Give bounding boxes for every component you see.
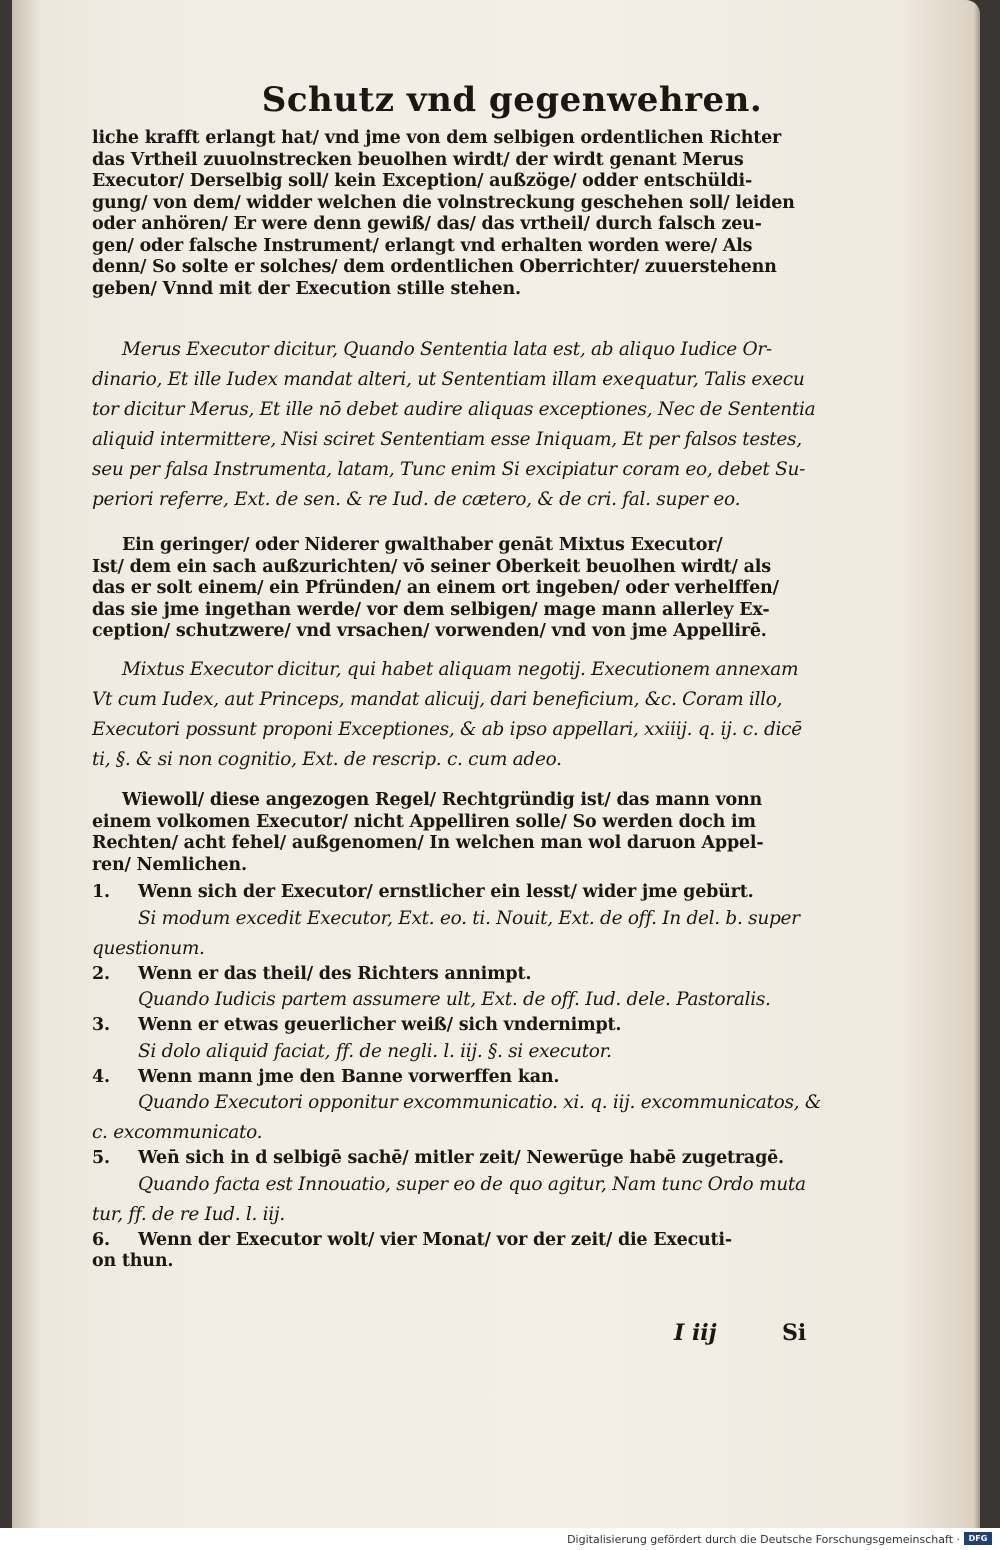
text-line: ception/ schutzwere/ vnd vrsachen/ vorwenden/ vnd von jme Appellirē. bbox=[92, 621, 767, 641]
text-line: Wen̄ sich in d selbigē sachē/ mitler zeit/ Newerūge habē zugetragē. bbox=[138, 1148, 784, 1168]
german-paragraph-2 bbox=[92, 535, 812, 643]
text-line: Wiewoll/ diese angezogen Regel/ Rechtgründig ist/ das mann vonn bbox=[122, 790, 763, 810]
text-line: ti, §. & si non cognitio, Ext. de rescrip. c. cum adeo. bbox=[92, 749, 562, 770]
text-line: tor dicitur Merus, Et ille nō debet audire aliquas exceptiones, Nec de Sententia bbox=[92, 399, 816, 420]
text-line: Quando Iudicis partem assumere ult, Ext. de off. Iud. dele. Pastoralis. bbox=[138, 989, 771, 1010]
running-head: Schutz vnd gegenwehren. bbox=[261, 80, 763, 120]
list-number: 2. bbox=[92, 963, 110, 984]
list-number: 5. bbox=[92, 1148, 110, 1168]
funding-credit: Digitalisierung gefördert durch die Deutsche Forschungsgemeinschaft · bbox=[567, 1533, 960, 1546]
text-line: geben/ Vnnd mit der Execution stille stehen. bbox=[92, 278, 521, 299]
text-line: denn/ So solte er solches/ dem ordentlichen Oberrichter/ zuuerstehenn bbox=[92, 257, 777, 277]
text-line: Wenn sich der Executor/ ernstlicher ein lesst/ wider jme gebürt. bbox=[138, 882, 754, 902]
german-paragraph-1 bbox=[92, 128, 812, 300]
text-line: dinario, Et ille Iudex mandat alteri, ut Sententiam illam exequatur, Talis execu bbox=[92, 369, 805, 390]
book-page bbox=[12, 0, 980, 1528]
list-item bbox=[92, 964, 812, 1016]
list-number: 6. bbox=[92, 1229, 110, 1250]
catchword: Si bbox=[782, 1320, 807, 1346]
text-line: das er solt einem/ ein Pfründen/ an einem ort ingeben/ oder verhelffen/ bbox=[92, 578, 779, 598]
text-line: tur, ff. de re Iud. l. iij. bbox=[92, 1203, 285, 1225]
text-line: einem volkomen Executor/ nicht Appelliren solle/ So werden doch im bbox=[92, 811, 756, 832]
latin-paragraph-1 bbox=[92, 335, 816, 515]
text-line: das sie jme ingethan werde/ vor dem selbigen/ mage mann allerley Ex- bbox=[92, 599, 770, 620]
text-line: Ein geringer/ oder Niderer gwalthaber genāt Mixtus Executor/ bbox=[122, 535, 723, 555]
text-line: Executor/ Derselbig soll/ kein Exception/ außzöge/ odder entschüldi- bbox=[92, 171, 753, 191]
page-catchwords bbox=[12, 1320, 1000, 1350]
text-line: Executori possunt proponi Exceptiones, & ab ipso appellari, xxiiij. q. ij. c. dicē bbox=[92, 719, 802, 740]
text-line: gen/ oder falsche Instrument/ erlangt vnd erhalten worden were/ Als bbox=[92, 235, 753, 256]
text-line: seu per falsa Instrumenta, latam, Tunc enim Si excipiatur coram eo, debet Su- bbox=[92, 459, 806, 480]
text-line: das Vrtheil zuuolnstrecken beuolhen wirdt/ der wirdt genant Merus bbox=[92, 149, 744, 170]
text-line: Mixtus Executor dicitur, qui habet aliquam negotij. Executionem annexam bbox=[122, 659, 799, 680]
text-line: c. excommunicato. bbox=[92, 1122, 263, 1143]
list-item bbox=[92, 1230, 812, 1273]
list-item bbox=[92, 1066, 821, 1149]
text-line: periori referre, Ext. de sen. & re Iud. de cætero, & de cri. fal. super eo. bbox=[92, 489, 741, 510]
text-line: Rechten/ acht fehel/ außgenomen/ In welchen man wol daruon Appel- bbox=[92, 833, 764, 853]
text-line: Merus Executor dicitur, Quando Sententia lata est, ab aliquo Iudice Or- bbox=[122, 339, 772, 360]
text-line: Quando facta est Innouatio, super eo de quo agitur, Nam tunc Ordo muta bbox=[138, 1173, 806, 1195]
latin-paragraph-2 bbox=[92, 655, 812, 775]
text-line: Si modum excedit Executor, Ext. eo. ti. Nouit, Ext. de off. In del. b. super bbox=[138, 907, 800, 929]
text-line: Wenn er etwas geuerlicher weiß/ sich vndernimpt. bbox=[138, 1015, 622, 1035]
exceptions-list bbox=[92, 882, 821, 1273]
footer-bar bbox=[0, 1528, 1000, 1550]
text-line: questionum. bbox=[92, 937, 205, 959]
text-line: Vt cum Iudex, aut Princeps, mandat alicuij, dari beneficium, &c. Coram illo, bbox=[92, 689, 783, 710]
text-line: Si dolo aliquid faciat, ff. de negli. l. iij. §. si executor. bbox=[138, 1040, 612, 1062]
list-item bbox=[92, 1015, 812, 1067]
german-paragraph-3 bbox=[92, 790, 812, 876]
text-line: on thun. bbox=[92, 1251, 174, 1271]
list-item bbox=[92, 882, 812, 964]
dfg-logo: DFG bbox=[964, 1532, 992, 1545]
list-item bbox=[92, 1148, 812, 1230]
text-line: Wenn der Executor wolt/ vier Monat/ vor der zeit/ die Executi- bbox=[138, 1229, 732, 1250]
list-number: 3. bbox=[92, 1015, 110, 1035]
text-line: Wenn er das theil/ des Richters annimpt. bbox=[138, 963, 532, 984]
text-line: ren/ Nemlichen. bbox=[92, 854, 247, 875]
text-line: oder anhören/ Er were denn gewiß/ das/ das vrtheil/ durch falsch zeu- bbox=[92, 214, 762, 234]
text-line: Wenn mann jme den Banne vorwerffen kan. bbox=[138, 1066, 560, 1087]
text-line: liche krafft erlangt hat/ vnd jme von dem selbigen ordentlichen Richter bbox=[92, 128, 782, 148]
signature-mark: I iij bbox=[674, 1320, 717, 1346]
list-number: 4. bbox=[92, 1066, 110, 1087]
text-line: Ist/ dem ein sach außzurichten/ vō seiner Oberkeit beuolhen wirdt/ als bbox=[92, 556, 771, 577]
text-line: gung/ von dem/ widder welchen die volnstreckung geschehen soll/ leiden bbox=[92, 192, 795, 213]
text-line: Quando Executori opponitur excommunicatio. xi. q. iij. excommunicatos, & bbox=[138, 1092, 821, 1113]
text-line: aliquid intermittere, Nisi sciret Sententiam esse Iniquam, Et per falsos testes, bbox=[92, 429, 802, 450]
list-number: 1. bbox=[92, 882, 110, 902]
